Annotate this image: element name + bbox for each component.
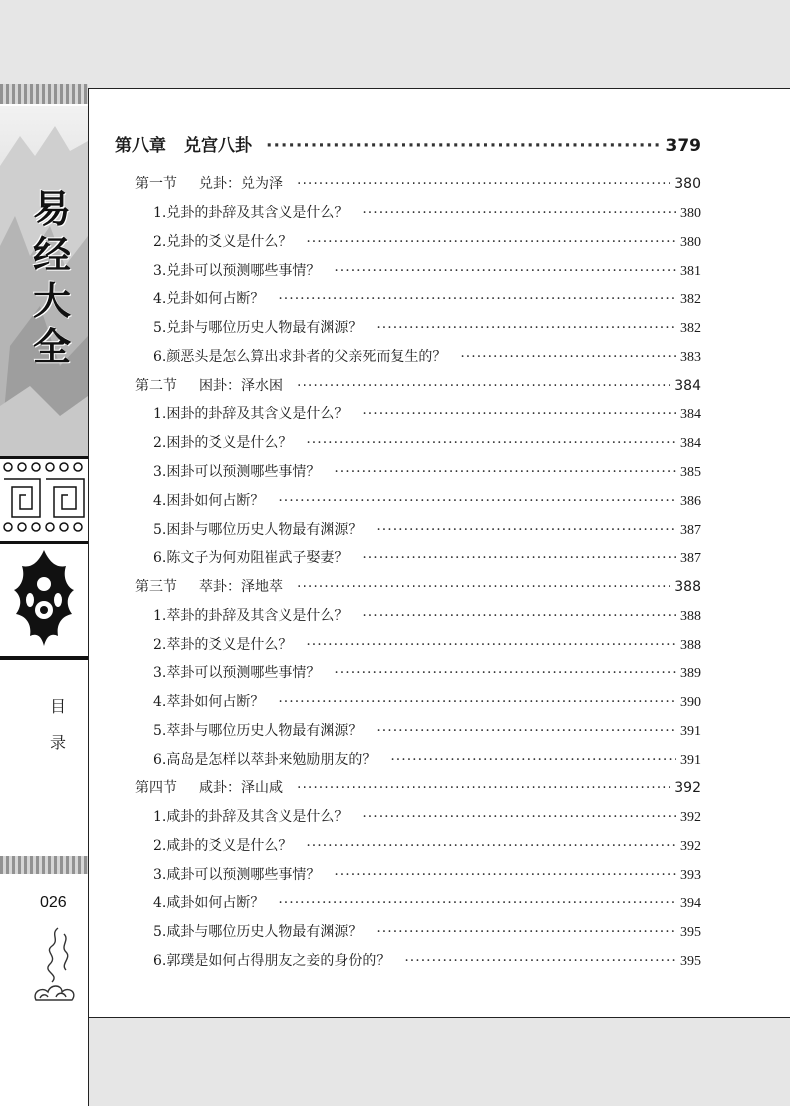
- leader-dots: [334, 867, 676, 883]
- book-title-char: 大: [32, 278, 71, 323]
- toc-item-text: 5.困卦与哪位历史人物最有渊源？: [153, 522, 363, 538]
- toc-item[interactable]: [153, 317, 701, 337]
- toc-item[interactable]: [153, 432, 701, 452]
- wave-border-top: [0, 84, 88, 104]
- page-bottom-margin: [88, 1018, 790, 1106]
- toc-item-text: 6.郭璞是如何占得朋友之妾的身份的？: [153, 953, 391, 969]
- leader-dots: [362, 608, 676, 624]
- toc-item-text: 3.萃卦可以预测哪些事情？: [153, 665, 321, 681]
- leader-dots: [306, 435, 676, 451]
- toc-item[interactable]: [153, 288, 701, 308]
- toc-item[interactable]: [153, 260, 701, 280]
- toc-item-text: 1.萃卦的卦辞及其含义是什么？: [153, 608, 349, 624]
- section-label: 第一节: [135, 176, 177, 192]
- toc-item-page: 388: [680, 638, 701, 653]
- leader-dots: [297, 378, 670, 394]
- side-label-mu: 目: [49, 697, 66, 716]
- toc-item-page: 384: [680, 436, 701, 451]
- toc-page: [88, 88, 790, 1018]
- toc-item-text: 2.萃卦的爻义是什么？: [153, 637, 293, 653]
- leader-dots: [362, 550, 676, 566]
- toc-item-text: 2.兑卦的爻义是什么？: [153, 234, 293, 250]
- toc-item-page: 385: [680, 465, 701, 480]
- section-label: 第二节: [135, 378, 177, 394]
- toc-item-text: 2.咸卦的爻义是什么？: [153, 838, 293, 854]
- leader-dots: [278, 895, 676, 911]
- toc-item[interactable]: [153, 806, 701, 826]
- toc-item-text: 1.咸卦的卦辞及其含义是什么？: [153, 809, 349, 825]
- toc-item[interactable]: [153, 720, 701, 740]
- toc-item-text: 4.困卦如何占断？: [153, 493, 265, 509]
- toc-item[interactable]: [153, 749, 701, 769]
- toc-item[interactable]: [153, 864, 701, 884]
- side-label-lu: 录: [49, 733, 66, 752]
- toc-item-page: 387: [680, 551, 701, 566]
- toc-item-page: 382: [680, 292, 701, 307]
- leader-dots: [278, 694, 676, 710]
- toc-item[interactable]: [153, 202, 701, 222]
- leader-dots: [297, 176, 670, 192]
- toc-item-text: 4.兑卦如何占断？: [153, 291, 265, 307]
- chapter-page-number: 379: [665, 136, 701, 156]
- floral-ornament: [0, 544, 88, 660]
- leader-dots: [390, 752, 676, 768]
- toc-item[interactable]: [153, 662, 701, 682]
- toc-item[interactable]: [153, 892, 701, 912]
- leader-dots: [376, 924, 676, 940]
- leader-dots: [306, 637, 676, 653]
- toc-item-page: 392: [680, 839, 701, 854]
- toc-item[interactable]: [153, 921, 701, 941]
- leader-dots: [297, 579, 670, 595]
- toc-item-page: 380: [680, 235, 701, 250]
- toc-item-page: 383: [680, 350, 701, 365]
- toc-item-page: 380: [680, 206, 701, 221]
- toc-item-page: 384: [680, 407, 701, 422]
- toc-item-page: 394: [680, 896, 701, 911]
- toc-item-page: 392: [680, 810, 701, 825]
- section-page-number: 380: [674, 176, 701, 192]
- wave-border-bottom: [0, 856, 88, 874]
- section-title: 兑卦：兑为泽: [199, 176, 283, 192]
- section-entry[interactable]: [135, 576, 701, 596]
- toc-item-text: 4.咸卦如何占断？: [153, 895, 265, 911]
- leader-dots: [460, 349, 676, 365]
- leader-dots: [278, 291, 676, 307]
- toc-item-page: 390: [680, 695, 701, 710]
- section-entry[interactable]: [135, 173, 701, 193]
- toc-item-page: 382: [680, 321, 701, 336]
- toc-item[interactable]: [153, 634, 701, 654]
- book-title-char: 经: [32, 232, 71, 277]
- fret-pattern-border: [0, 456, 88, 544]
- toc-item-text: 6.颜恶头是怎么算出求卦者的父亲死而复生的？: [153, 349, 447, 365]
- leader-dots: [376, 723, 676, 739]
- toc-item[interactable]: [153, 346, 701, 366]
- toc-item-page: 389: [680, 666, 701, 681]
- section-title: 困卦：泽水困: [199, 378, 283, 394]
- toc-item[interactable]: [153, 231, 701, 251]
- leader-dots: [334, 665, 676, 681]
- toc-item-page: 388: [680, 609, 701, 624]
- leader-dots: [362, 205, 676, 221]
- toc-item-text: 3.兑卦可以预测哪些事情？: [153, 263, 321, 279]
- chapter-title: 兑宫八卦: [184, 136, 252, 156]
- cloud-ornament: [30, 924, 80, 1014]
- toc-item-text: 3.困卦可以预测哪些事情？: [153, 464, 321, 480]
- toc-item-page: 381: [680, 264, 701, 279]
- toc-item-text: 6.陈文子为何劝阻崔武子娶妻？: [153, 550, 349, 566]
- toc-item-page: 391: [680, 724, 701, 739]
- toc-item-text: 1.兑卦的卦辞及其含义是什么？: [153, 205, 349, 221]
- chapter-entry[interactable]: [115, 131, 701, 156]
- toc-item-text: 5.兑卦与哪位历史人物最有渊源？: [153, 320, 363, 336]
- toc-item[interactable]: [153, 461, 701, 481]
- mountain-landscape-illustration: [0, 106, 88, 456]
- leader-dots: [334, 464, 676, 480]
- toc-item-page: 386: [680, 494, 701, 509]
- leader-dots: [334, 263, 676, 279]
- leader-dots: [278, 493, 676, 509]
- toc-item[interactable]: [153, 691, 701, 711]
- toc-item-text: 4.萃卦如何占断？: [153, 694, 265, 710]
- toc-item[interactable]: [153, 835, 701, 855]
- section-entry[interactable]: [135, 777, 701, 797]
- leader-dots: [362, 406, 676, 422]
- toc-item-text: 6.高岛是怎样以萃卦来勉励朋友的？: [153, 752, 377, 768]
- leader-dots: [297, 780, 670, 796]
- section-page-number: 392: [674, 780, 701, 796]
- toc-item-page: 387: [680, 523, 701, 538]
- toc-item-page: 395: [680, 954, 701, 969]
- toc-item-page: 395: [680, 925, 701, 940]
- section-page-number: 388: [674, 579, 701, 595]
- toc-item[interactable]: [153, 605, 701, 625]
- leader-dots: [266, 136, 662, 156]
- leader-dots: [376, 522, 676, 538]
- toc-item[interactable]: [153, 490, 701, 510]
- toc-item-text: 5.萃卦与哪位历史人物最有渊源？: [153, 723, 363, 739]
- toc-item[interactable]: [153, 403, 701, 423]
- toc-item-text: 3.咸卦可以预测哪些事情？: [153, 867, 321, 883]
- toc-item[interactable]: [153, 519, 701, 539]
- book-title: [30, 186, 74, 370]
- leader-dots: [306, 234, 676, 250]
- section-title: 萃卦：泽地萃: [199, 579, 283, 595]
- page-number: 026: [40, 894, 67, 911]
- leader-dots: [376, 320, 676, 336]
- toc-item[interactable]: [153, 547, 701, 567]
- toc-item-page: 393: [680, 868, 701, 883]
- toc-item-text: 5.咸卦与哪位历史人物最有渊源？: [153, 924, 363, 940]
- leader-dots: [362, 809, 676, 825]
- toc-item-text: 1.困卦的卦辞及其含义是什么？: [153, 406, 349, 422]
- chapter-label: 第八章: [115, 136, 166, 156]
- section-title: 咸卦：泽山咸: [199, 780, 283, 796]
- book-title-char: 全: [32, 324, 71, 369]
- toc-item[interactable]: [153, 950, 701, 970]
- leader-dots: [404, 953, 676, 969]
- toc-item-text: 2.困卦的爻义是什么？: [153, 435, 293, 451]
- section-page-number: 384: [674, 378, 701, 394]
- sidebar: [0, 84, 88, 1106]
- toc-item-page: 391: [680, 753, 701, 768]
- book-title-char: 易: [32, 186, 71, 231]
- leader-dots: [306, 838, 676, 854]
- section-label: 第三节: [135, 579, 177, 595]
- section-label: 第四节: [135, 780, 177, 796]
- section-entry[interactable]: [135, 375, 701, 395]
